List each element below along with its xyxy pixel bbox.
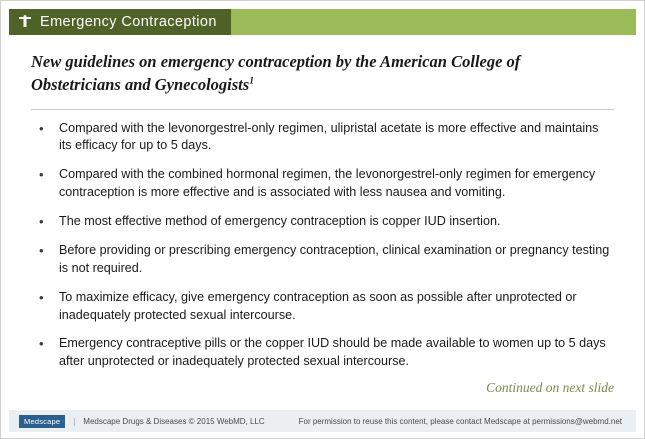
continued-note: Continued on next slide xyxy=(486,380,614,395)
footer-permission-note: For permission to reuse this content, please contact Medscape at permissions@webmd.net xyxy=(298,416,622,426)
list-item xyxy=(33,120,614,156)
header-title-block xyxy=(9,9,231,35)
list-item-text: Compared with the combined hormonal regimen, the levonorgestrel-only regimen for emergency contraception is more effective and is associated with less nausea and vomiting. xyxy=(59,167,596,200)
list-item xyxy=(33,166,614,202)
bullet-marker: • xyxy=(39,242,44,258)
list-item xyxy=(33,213,614,231)
page-title-footnote: 1 xyxy=(249,76,254,87)
medscape-footer-logo: Medscape xyxy=(19,415,65,428)
slide-header xyxy=(9,9,636,35)
slide-body xyxy=(9,35,636,404)
list-item-text: Emergency contraceptive pills or the copper IUD should be made available to women up to 5 days after unprotected or inadequately protected sexual intercourse. xyxy=(59,336,606,369)
list-item-text: Compared with the levonorgestrel-only regimen, ulipristal acetate is more effective and maintains its efficacy for up to 5 days. xyxy=(59,120,599,153)
footer-separator: | xyxy=(73,416,76,426)
page-title-text: New guidelines on emergency contraception by the American College of Obstetricians and Gynecologists xyxy=(31,52,521,94)
page-title xyxy=(31,51,614,97)
list-item-text: To maximize efficacy, give emergency contraception as soon as possible after unprotected or inadequately protected sexual intercourse. xyxy=(59,289,577,322)
medscape-logo-icon xyxy=(17,14,33,30)
bullet-marker: • xyxy=(39,336,44,352)
header-accent-bar xyxy=(231,9,636,35)
bullet-list xyxy=(27,120,618,372)
bullet-marker: • xyxy=(39,214,44,230)
list-item xyxy=(33,242,614,278)
slide-footer xyxy=(9,410,636,432)
bullet-marker: • xyxy=(39,167,44,183)
list-item-text: The most effective method of emergency contraception is copper IUD insertion. xyxy=(59,214,501,229)
title-divider xyxy=(31,109,614,110)
bullet-marker: • xyxy=(39,289,44,305)
list-item xyxy=(33,335,614,371)
bullet-marker: • xyxy=(39,120,44,136)
list-item xyxy=(33,289,614,325)
header-title: Emergency Contraception xyxy=(40,14,217,30)
footer-copyright: Medscape Drugs & Diseases © 2015 WebMD, LLC xyxy=(83,416,265,426)
list-item-text: Before providing or prescribing emergency contraception, clinical examination or pregnancy testing is not required. xyxy=(59,242,610,275)
